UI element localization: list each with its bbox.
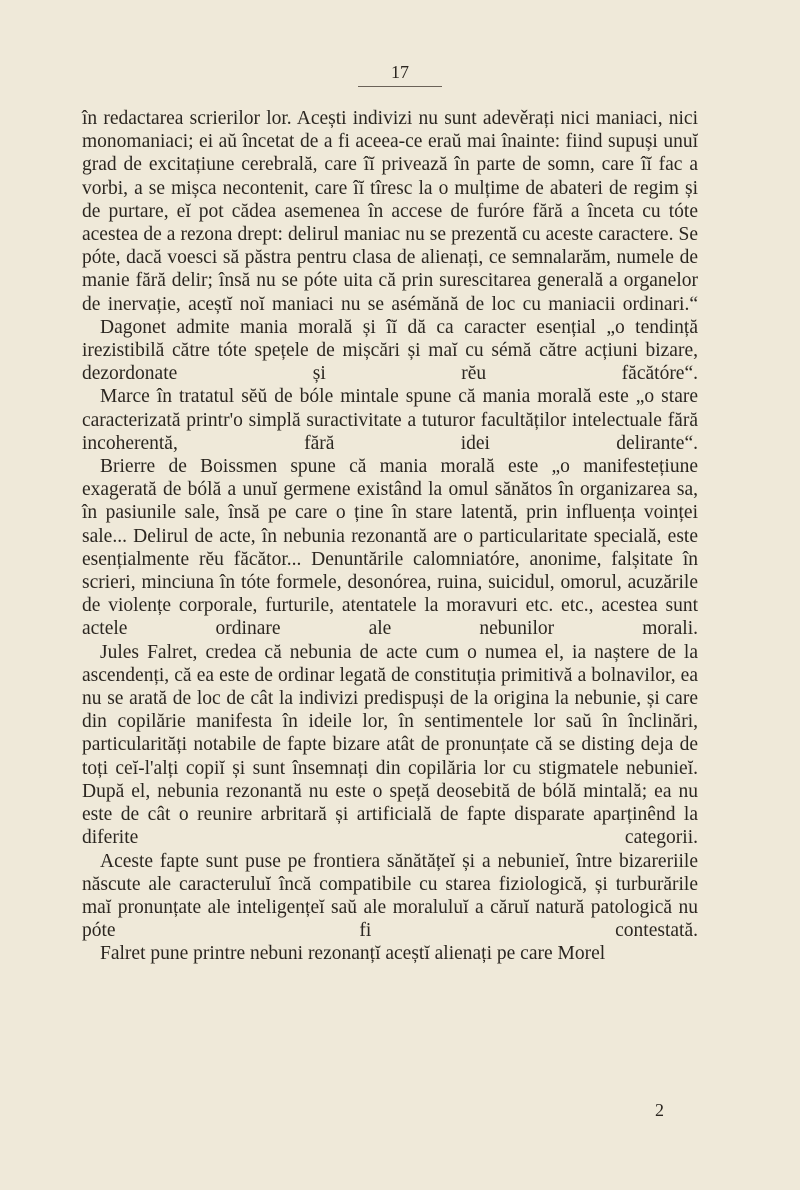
paragraph: Jules Falret, credea că nebunia de acte cum o numea el, ia naștere de la ascendenți, că ea este de ordinar legată de constituția primitivă a bolnavilor, ea nu se arată de loc de cât la indivizi predispuși de la origina la nebunie, și care din copilărie manifesta în ideile lor, în sentimentele lor saŭ în înclinări, particularități notabile de fapte bizare atât de pronunțate că se disting deja de toți ceĭ-l'alți copiĭ și sunt însemnați din copilăria lor cu stigmatele nebunieĭ. După el, nebunia rezonantă nu este o speță deosebită de bólă mintală; ea nu este de cât o reunire arbritară și artificială de fapte disparate aparținênd la diferite categorii. (82, 641, 698, 849)
paragraph: în redactarea scrierilor lor. Acești indivizi nu sunt adevěrați nici maniaci, nici monomaniaci; ei aŭ încetat de a fi aceea-ce eraŭ mai înainte: fiind supuși unuĭ grad de excitațiune cerebrală, care îĭ privează în parte de somn, care îĭ fac a vorbi, a se mișca necontenit, care îĭ tîresc la o mulțime de abateri de regim și de purtare, eĭ pot cădea asemenea în accese de furóre fără a înceta cu tóte acestea de a rezona drept: delirul maniac nu se prezentă cu aceste caractere. Se póte, dacă voesci să păstra pentru clasa de alienați, ce semnalarăm, numele de manie fără delir; însă nu se póte uita că prin surescitarea generală a organelor de inervație, aceștĭ noĭ maniaci nu se asémănă de loc cu maniacii ordinari.“ (82, 108, 698, 315)
paragraph: Marce în tratatul sĕŭ de bóle mintale spune că mania morală este „o stare caracterizată printr'o simplă suractivitate a tuturor facultăților intelectuale fără incoherentă, fără idei delirante“. (82, 386, 698, 454)
paragraph: Brierre de Boissmen spune că mania morală este „o manifestețiune exagerată de bólă a unuĭ germene existând la omul sănătos în organizarea sa, în pasiunile sale, însă pe care o ține în stare latentă, prin influența voinței sale... Delirul de acte, în nebunia rezonantă are o particularitate specială, este esențialmente rĕu făcător... Denuntările calomniatóre, anonime, falșitate în scrieri, minciuna în tóte formele, desonórea, ruina, suicidul, omorul, acuzările de violențe corporale, furturile, atentatele la moravuri etc. etc., acestea sunt actele ordinare ale nebunilor morali. (82, 456, 698, 640)
paragraph: Falret pune printre nebuni rezonanțĭ aceștĭ alienați pe care Morel (100, 943, 606, 965)
body-text (82, 107, 698, 966)
header-rule (358, 86, 442, 87)
page-number: 17 (391, 62, 409, 82)
paragraph: Aceste fapte sunt puse pe frontiera sănătățeĭ și a nebunieĭ, între bizareriile născute ale caracteruluĭ încă compatibile cu starea fiziologică, și turburările maĭ pronunțate ale inteligențeĭ saŭ ale moraluluĭ a căruĭ natură patologică nu póte fi contestată. (82, 850, 698, 942)
paragraph: Dagonet admite mania morală și îĭ dă ca caracter esențial „o tendință irezistibilă către tóte spețele de mișcări și maĭ cu sémă către acțiuni bizare, dezordonate și rĕu făcătóre“. (82, 316, 698, 385)
printer-signature: 2 (655, 1100, 664, 1120)
